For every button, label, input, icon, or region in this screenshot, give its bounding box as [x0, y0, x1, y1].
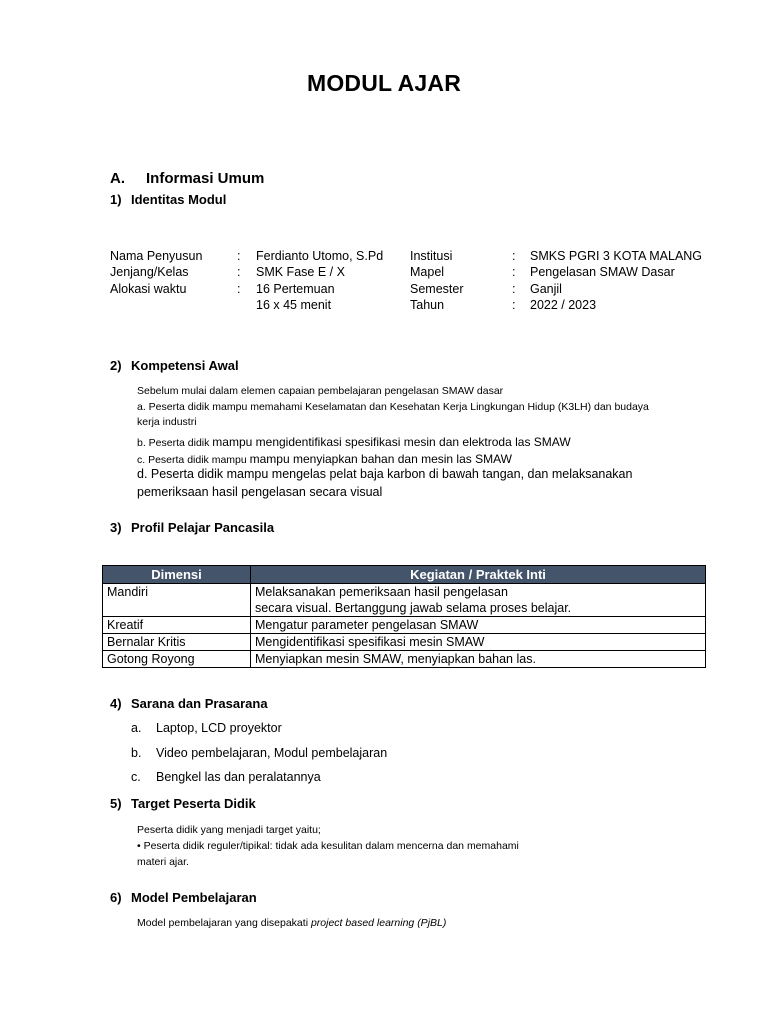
sarana-item: b. Video pembelajaran, Modul pembelajaran	[131, 746, 388, 760]
table-header-row	[103, 566, 706, 584]
kompetensi-heading: 2) Kompetensi Awal	[110, 358, 239, 373]
identitas-row: 16 x 45 menit	[256, 297, 332, 312]
target-body: Peserta didik yang menjadi target yaitu; • Peserta didik reguler/tipikal: tidak ada kesulitan dalam mencerna dan memahami materi ajar.	[137, 824, 519, 868]
section-a-letter: A.	[110, 170, 125, 187]
identitas-left-grid	[110, 248, 400, 313]
profil-table	[102, 565, 706, 668]
sarana-item: c. Bengkel las dan peralatannya	[131, 770, 321, 784]
kompetensi-item-d-cont: pemeriksaan hasil pengelasan secara visual	[137, 485, 383, 499]
identitas-row: Mapel : Pengelasan SMAW Dasar	[410, 265, 675, 280]
table-row	[103, 617, 706, 634]
cell-dimensi: Gotong Royong	[103, 651, 251, 668]
kompetensi-body	[137, 385, 707, 503]
identitas-heading: 1) Identitas Modul	[110, 192, 227, 207]
kompetensi-intro: Sebelum mulai dalam elemen capaian pembelajaran pengelasan SMAW dasar	[137, 385, 504, 397]
cell-kegiatan: Menyiapkan mesin SMAW, menyiapkan bahan las.	[251, 651, 706, 668]
identitas-right-grid	[410, 248, 720, 313]
cell-kegiatan: Mengatur parameter pengelasan SMAW	[251, 617, 706, 634]
target-heading: 5) Target Peserta Didik	[110, 796, 256, 811]
table-row	[103, 651, 706, 668]
table-row	[103, 584, 706, 617]
kompetensi-item-a: a. Peserta didik mampu memahami Keselamatan dan Kesehatan Kerja Lingkungan Hidup (K3LH) dan budaya	[137, 401, 649, 413]
sarana-heading: 4) Sarana dan Prasarana	[110, 696, 268, 711]
identitas-row: Nama Penyusun : Ferdianto Utomo, S.Pd	[110, 249, 384, 263]
kompetensi-item-a-cont: kerja industri	[137, 416, 197, 428]
model-body: Model pembelajaran yang disepakati project based learning (PjBL)	[137, 917, 447, 929]
identitas-row: Jenjang/Kelas : SMK Fase E / X	[110, 265, 345, 280]
column-header-kegiatan: Kegiatan / Praktek Inti	[251, 566, 706, 584]
identitas-row: Semester : Ganjil	[410, 281, 562, 296]
table-row	[103, 634, 706, 651]
kompetensi-item-d: d. Peserta didik mampu mengelas pelat baja karbon di bawah tangan, dan melaksanakan	[137, 467, 633, 481]
column-header-dimensi: Dimensi	[103, 566, 251, 584]
section-a-heading	[110, 170, 264, 187]
identitas-row: Tahun : 2022 / 2023	[410, 297, 597, 312]
kompetensi-item-b: b. Peserta didik mampu mengidentifikasi spesifikasi mesin dan elektroda las SMAW	[137, 435, 571, 449]
profil-heading: 3) Profil Pelajar Pancasila	[110, 520, 275, 535]
document-title: MODUL AJAR	[306, 70, 462, 96]
cell-dimensi: Mandiri	[103, 584, 251, 617]
kompetensi-item-c: c. Peserta didik mampu mampu menyiapkan bahan dan mesin las SMAW	[137, 452, 512, 466]
model-heading: 6) Model Pembelajaran	[110, 890, 257, 905]
section-a-label: Informasi Umum	[146, 170, 265, 187]
cell-kegiatan: Mengidentifikasi spesifikasi mesin SMAW	[251, 634, 706, 651]
sarana-item: a. Laptop, LCD proyektor	[131, 721, 282, 735]
model-name: project based learning (PjBL)	[310, 917, 447, 929]
cell-dimensi: Bernalar Kritis	[103, 634, 251, 651]
identitas-row: Alokasi waktu : 16 Pertemuan	[110, 281, 335, 296]
cell-dimensi: Kreatif	[103, 617, 251, 634]
identitas-row: Institusi : SMKS PGRI 3 KOTA MALANG	[410, 249, 703, 263]
cell-kegiatan: Melaksanakan pemeriksaan hasil pengelasan secara visual. Bertanggung jawab selama proses belajar.	[251, 584, 706, 617]
